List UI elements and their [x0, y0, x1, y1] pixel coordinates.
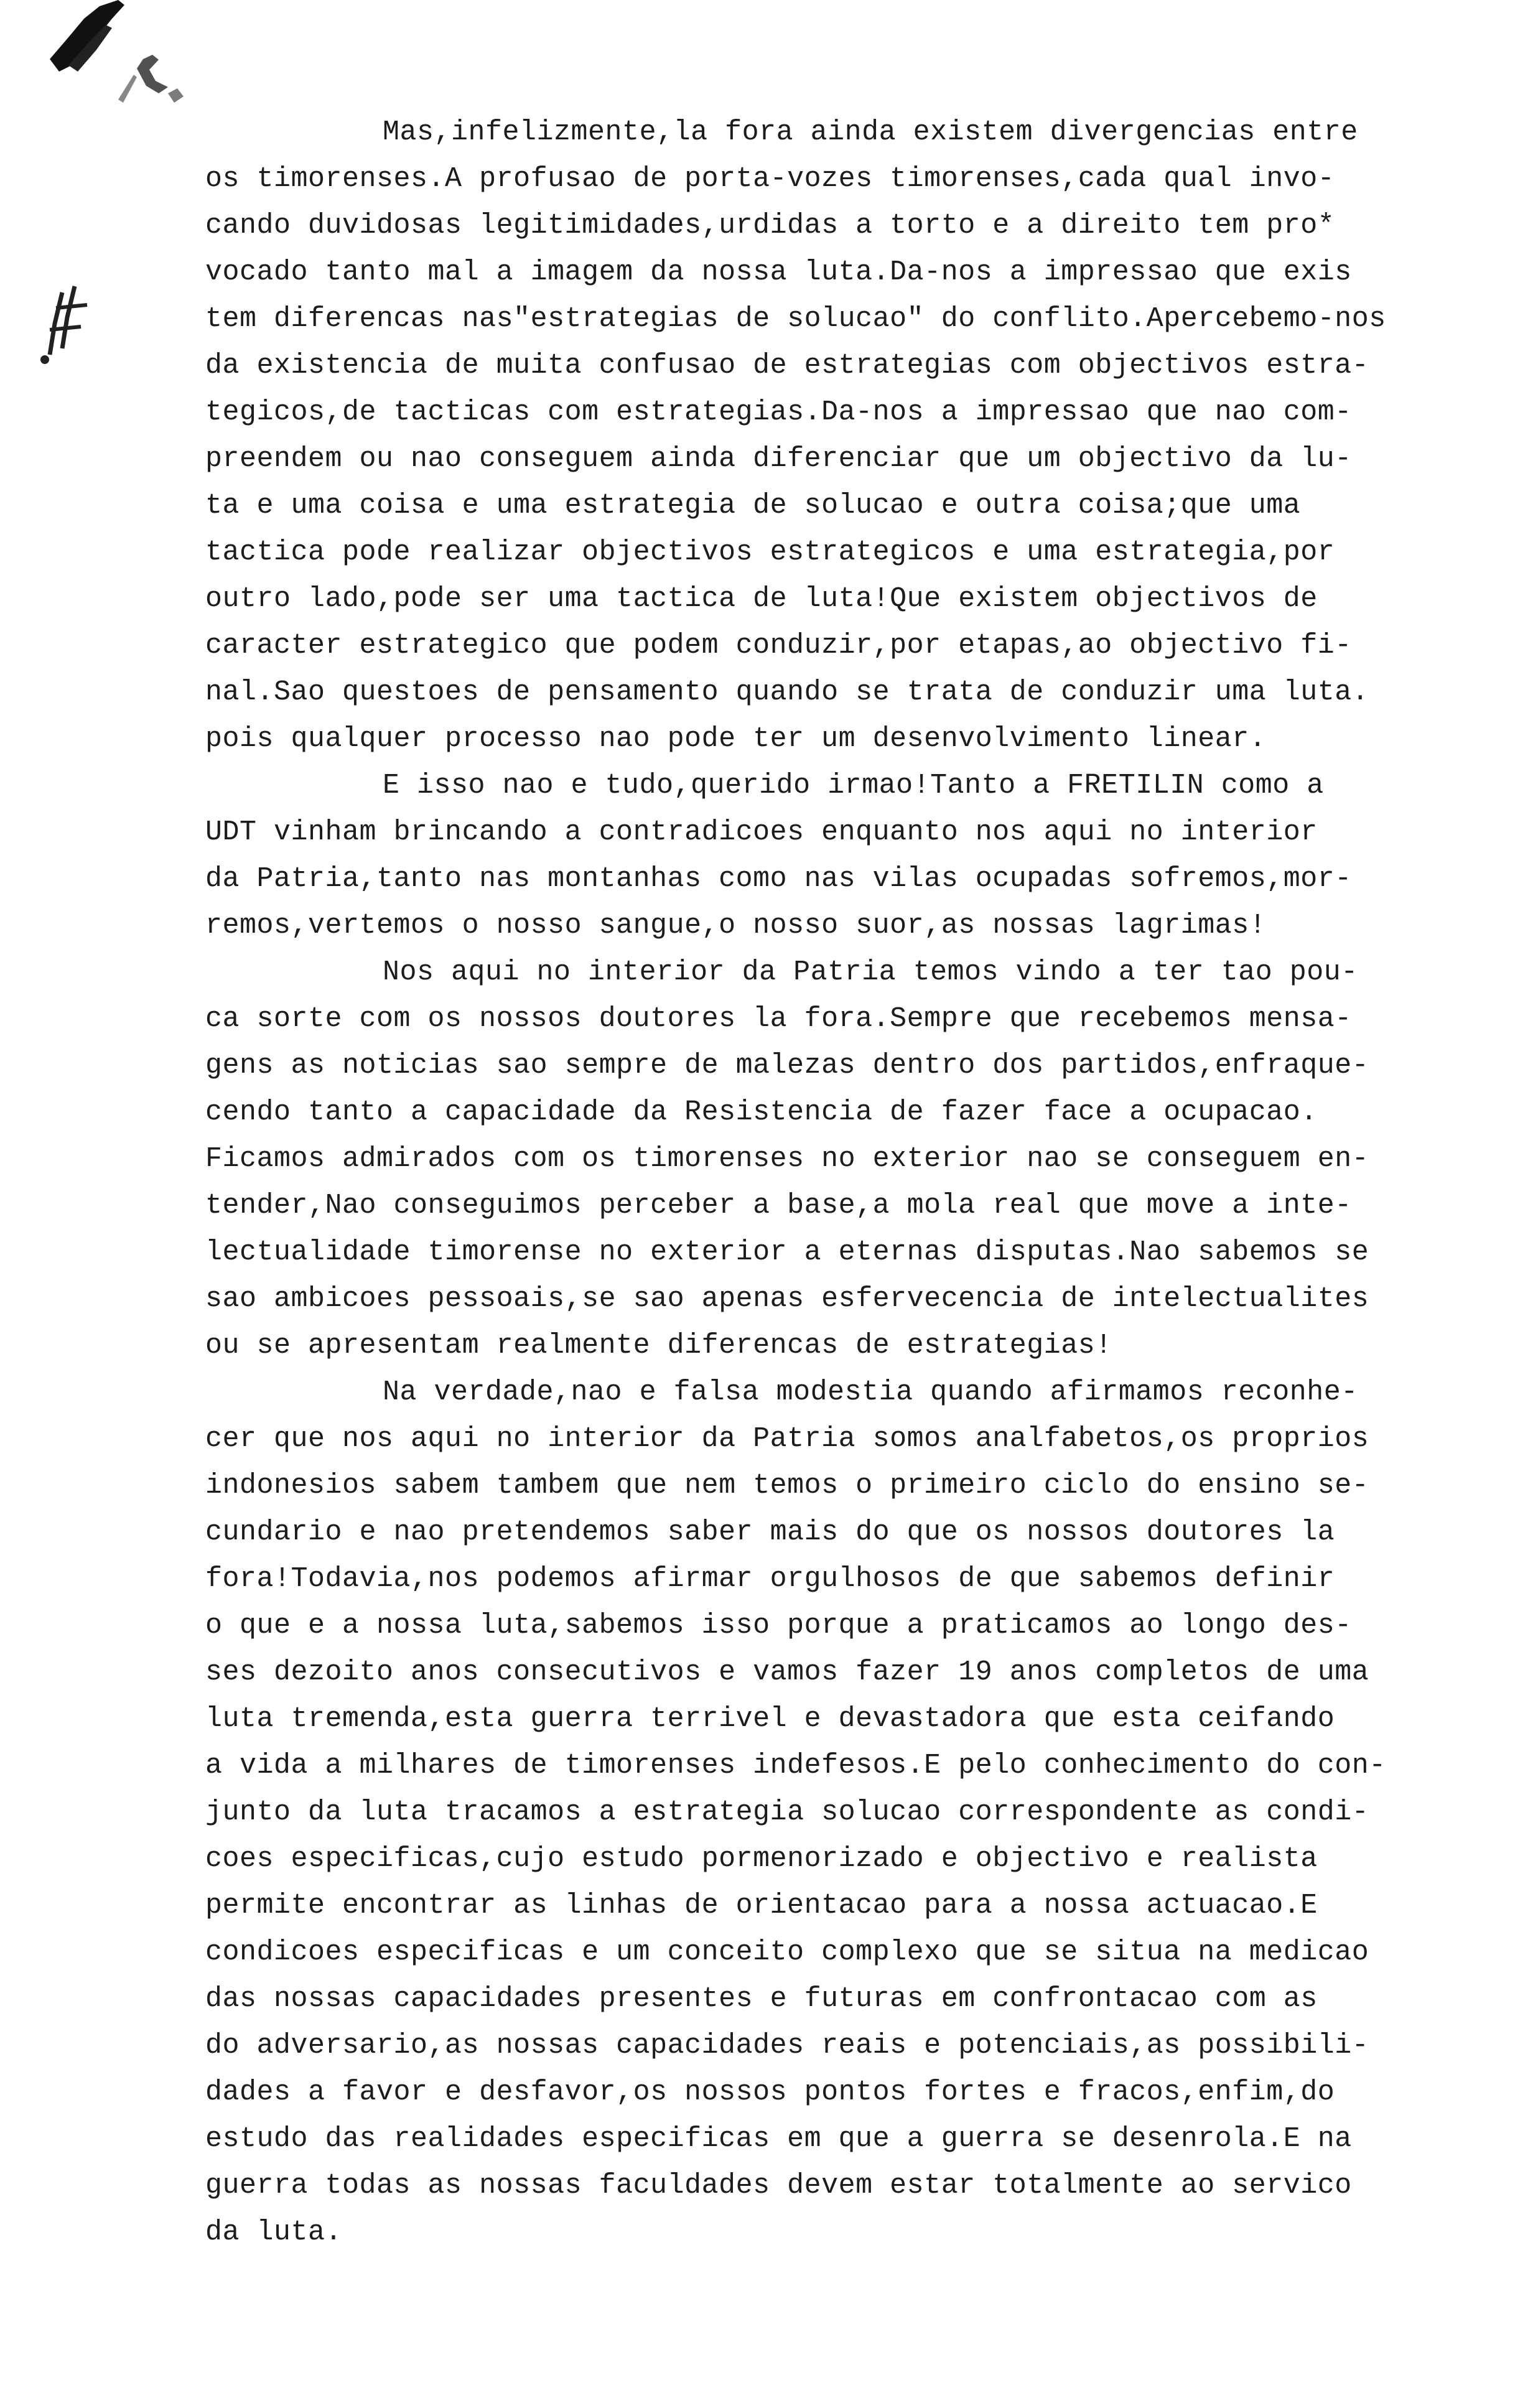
- text-line: E isso nao e tudo,querido irmao!Tanto a FRETILIN como a: [383, 770, 1324, 801]
- text-line: das nossas capacidades presentes e futuras em confrontacao com as: [205, 1983, 1318, 2015]
- text-line: caracter estrategico que podem conduzir,por etapas,ao objectivo fi-: [205, 630, 1352, 661]
- text-line: Nos aqui no interior da Patria temos vindo a ter tao pou-: [383, 956, 1358, 988]
- text-line: nal.Sao questoes de pensamento quando se trata de conduzir uma luta.: [205, 676, 1369, 708]
- document-body: [205, 109, 1518, 2256]
- text-line: ou se apresentam realmente diferencas de estrategias!: [205, 1330, 1112, 1361]
- text-line: gens as noticias sao sempre de malezas dentro dos partidos,enfraque-: [205, 1050, 1369, 1081]
- text-line: luta tremenda,esta guerra terrivel e devastadora que esta ceifando: [205, 1703, 1335, 1735]
- text-line: outro lado,pode ser uma tactica de luta!Que existem objectivos de: [205, 583, 1318, 615]
- text-line: pois qualquer processo nao pode ter um desenvolvimento linear.: [205, 723, 1267, 755]
- margin-mark: [37, 280, 106, 367]
- text-line: junto da luta tracamos a estrategia solucao correspondente as condi-: [205, 1796, 1369, 1828]
- text-line: condicoes especificas e um conceito complexo que se situa na medicao: [205, 1936, 1369, 1968]
- text-line: tactica pode realizar objectivos estrategicos e uma estrategia,por: [205, 536, 1335, 568]
- text-line: Ficamos admirados com os timorenses no exterior nao se conseguem en-: [205, 1143, 1369, 1175]
- text-line: permite encontrar as linhas de orientacao para a nossa actuacao.E: [205, 1890, 1318, 1921]
- text-line: UDT vinham brincando a contradicoes enquanto nos aqui no interior: [205, 816, 1318, 848]
- text-line: fora!Todavia,nos podemos afirmar orgulhosos de que sabemos definir: [205, 1563, 1335, 1595]
- text-line: cendo tanto a capacidade da Resistencia de fazer face a ocupacao.: [205, 1096, 1318, 1128]
- text-line: o que e a nossa luta,sabemos isso porque a praticamos ao longo des-: [205, 1610, 1352, 1641]
- text-line: da luta.: [205, 2216, 343, 2248]
- text-line: cando duvidosas legitimidades,urdidas a torto e a direito tem pro*: [205, 210, 1335, 241]
- text-line: tender,Nao conseguimos perceber a base,a mola real que move a inte-: [205, 1190, 1352, 1221]
- text-line: sao ambicoes pessoais,se sao apenas esfervecencia de intelectualites: [205, 1283, 1369, 1315]
- text-line: coes especificas,cujo estudo pormenorizado e objectivo e realista: [205, 1843, 1318, 1875]
- text-line: Mas,infelizmente,la fora ainda existem divergencias entre: [383, 116, 1358, 148]
- text-line: cer que nos aqui no interior da Patria somos analfabetos,os proprios: [205, 1423, 1369, 1455]
- text-line: Na verdade,nao e falsa modestia quando afirmamos reconhe-: [383, 1376, 1358, 1408]
- text-line: remos,vertemos o nosso sangue,o nosso suor,as nossas lagrimas!: [205, 910, 1267, 941]
- text-line: cundario e nao pretendemos saber mais do que os nossos doutores la: [205, 1516, 1335, 1548]
- text-line: os timorenses.A profusao de porta-vozes timorenses,cada qual invo-: [205, 163, 1335, 195]
- ink-blot-mark: [25, 0, 212, 112]
- text-line: preendem ou nao conseguem ainda diferenciar que um objectivo da lu-: [205, 443, 1352, 475]
- text-line: ca sorte com os nossos doutores la fora.Sempre que recebemos mensa-: [205, 1003, 1352, 1035]
- text-line: do adversario,as nossas capacidades reais e potenciais,as possibili-: [205, 2030, 1369, 2061]
- text-line: ta e uma coisa e uma estrategia de solucao e outra coisa;que uma: [205, 490, 1301, 521]
- text-line: vocado tanto mal a imagem da nossa luta.Da-nos a impressao que exis: [205, 256, 1352, 288]
- text-line: da existencia de muita confusao de estrategias com objectivos estra-: [205, 350, 1369, 381]
- text-line: guerra todas as nossas faculdades devem estar totalmente ao servico: [205, 2170, 1352, 2201]
- text-line: tegicos,de tacticas com estrategias.Da-nos a impressao que nao com-: [205, 396, 1352, 428]
- text-line: da Patria,tanto nas montanhas como nas vilas ocupadas sofremos,mor-: [205, 863, 1352, 895]
- text-line: estudo das realidades especificas em que a guerra se desenrola.E na: [205, 2123, 1352, 2155]
- text-line: ses dezoito anos consecutivos e vamos fazer 19 anos completos de uma: [205, 1656, 1369, 1688]
- text-line: dades a favor e desfavor,os nossos pontos fortes e fracos,enfim,do: [205, 2076, 1335, 2108]
- text-line: indonesios sabem tambem que nem temos o primeiro ciclo do ensino se-: [205, 1470, 1369, 1501]
- text-line: tem diferencas nas"estrategias de solucao" do conflito.Apercebemo-nos: [205, 303, 1386, 335]
- text-line: lectualidade timorense no exterior a eternas disputas.Nao sabemos se: [205, 1236, 1369, 1268]
- text-line: a vida a milhares de timorenses indefesos.E pelo conhecimento do con-: [205, 1750, 1386, 1781]
